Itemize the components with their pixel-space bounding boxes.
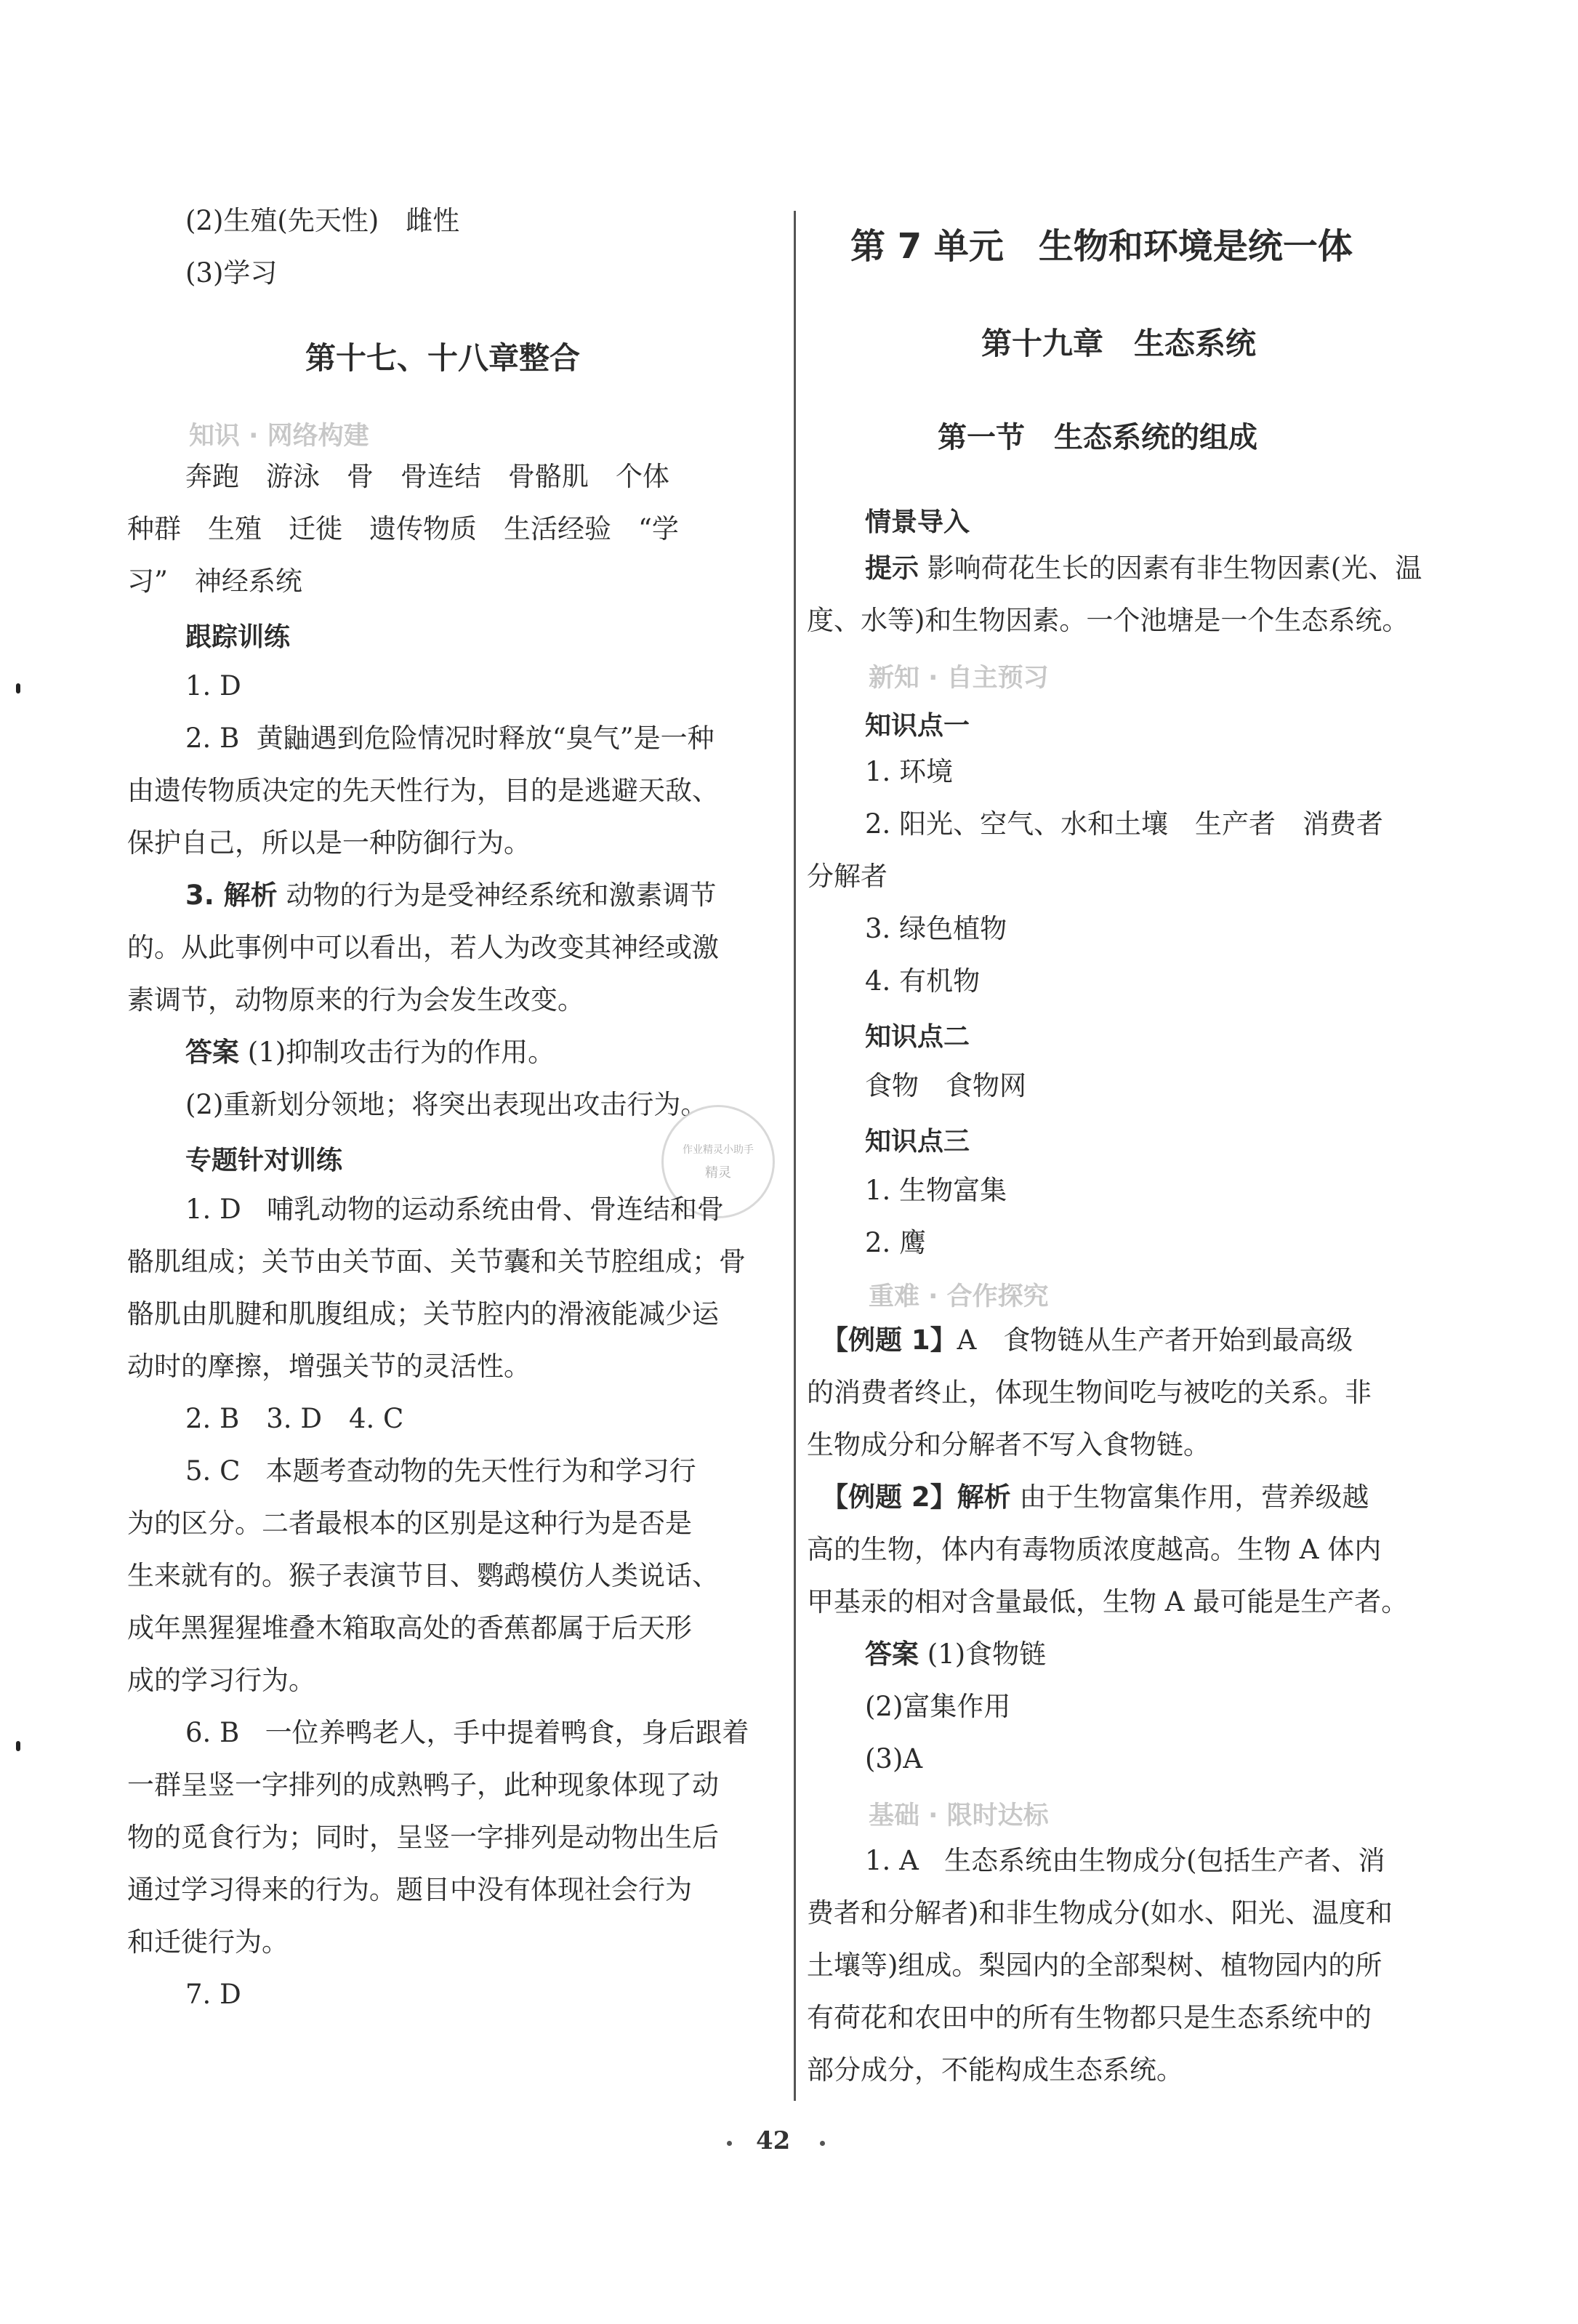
subheading: 跟踪训练 [185, 622, 291, 652]
explanation-line: 生物成分和分解者不写入食物链。 [807, 1429, 1210, 1460]
explanation-line: 费者和分解者)和非生物成分(如水、阳光、温度和 [807, 1897, 1393, 1929]
explanation-line: 和迁徙行为。 [127, 1926, 289, 1958]
answer-line: 3. 绿色植物 [865, 913, 1007, 944]
section-label: 基础 · 限时达标 [869, 1801, 1049, 1830]
answer-label: 答案 [185, 1037, 239, 1068]
explanation-line: 高的生物，体内有毒物质浓度越高。生物 A 体内 [807, 1534, 1382, 1565]
question-number: 2. B [185, 723, 240, 754]
explanation-line: 通过学习得来的行为。题目中没有体现社会行为 [127, 1874, 692, 1905]
explanation-line: 有荷花和农田中的所有生物都只是生态系统中的 [807, 2002, 1372, 2033]
explanation-line: 骼肌组成；关节由关节面、关节囊和关节腔组成；骨 [127, 1246, 746, 1277]
answer-text: (1)食物链 [927, 1639, 1047, 1670]
analysis-label: 3. 解析 [185, 880, 278, 911]
answer-line: 2. 鹰 [865, 1227, 927, 1258]
explanation-line: 骼肌由肌腱和肌腹组成；关节腔内的滑液能减少运 [127, 1298, 719, 1330]
answer-line: (3)学习 [185, 257, 278, 289]
tip-line [865, 551, 1422, 586]
answer-line: (3)A [865, 1743, 923, 1774]
page-number: 42 [756, 2126, 791, 2155]
explanation: 动物的行为是受神经系统和激素调节 [286, 880, 717, 911]
answer-line: 1. 环境 [865, 756, 954, 787]
answer-line: 1. D [185, 670, 241, 701]
answer-line [185, 1454, 696, 1489]
explanation-line: 一群呈竖一字排列的成熟鸭子，此种现象体现了动 [127, 1769, 719, 1801]
column-divider [794, 211, 796, 2101]
answer-line: (2)重新划分领地；将突出表现出攻击行为。 [185, 1089, 708, 1120]
scan-speck [16, 683, 20, 693]
answer-line [185, 878, 716, 913]
example-text: 由于生物富集作用，营养级越 [1019, 1481, 1369, 1513]
example-text: A 食物链从生产者开始到最高级 [957, 1324, 1353, 1356]
explanation-line: 保护自己，所以是一种防御行为。 [127, 827, 531, 859]
answer-line [185, 1192, 724, 1227]
answer-text: (1)抑制攻击行为的作用。 [247, 1037, 555, 1068]
explanation-line: 的。从此事例中可以看出，若人为改变其神经或激 [127, 932, 719, 963]
answer-line [865, 1637, 1046, 1672]
subheading: 专题针对训练 [185, 1146, 343, 1175]
page-dot [727, 2141, 732, 2146]
example-label: 【例题 2】解析 [821, 1481, 1011, 1513]
answer-line: 2. 阳光、空气、水和土壤 生产者 消费者 [865, 808, 1384, 840]
subheading: 知识点二 [865, 1022, 970, 1052]
explanation-line: 动时的摩擦，增强关节的灵活性。 [127, 1351, 531, 1382]
answer-label: 答案 [865, 1639, 919, 1670]
answer-line: 4. 有机物 [865, 965, 981, 997]
answer-line: (2)生殖(先天性) 雌性 [185, 205, 460, 236]
explanation: 一位养鸭老人，手中提着鸭食，身后跟着 [265, 1717, 749, 1748]
example-line [821, 1323, 1353, 1358]
tip-text: 影响荷花生长的因素有非生物因素(光、温 [927, 552, 1422, 584]
explanation: 哺乳动物的运动系统由骨、骨连结和骨 [267, 1194, 725, 1225]
answer-line: 7. D [185, 1979, 241, 2010]
tip-line: 度、水等)和生物因素。一个池塘是一个生态系统。 [807, 605, 1409, 636]
tip-label: 提示 [865, 552, 919, 584]
answer-line [185, 1035, 555, 1070]
explanation-line: 生来就有的。猴子表演节目、鹦鹉模仿人类说话、 [127, 1560, 719, 1591]
answer-line: 食物 食物网 [865, 1070, 1026, 1101]
network-text: 习” 神经系统 [127, 566, 302, 597]
explanation: 生态系统由生物成分(包括生产者、消 [944, 1845, 1385, 1876]
section-label: 新知 · 自主预习 [869, 664, 1049, 693]
answer-line: 1. 生物富集 [865, 1175, 1007, 1206]
answer-line: 分解者 [807, 861, 887, 892]
example-label: 【例题 1】 [821, 1324, 957, 1356]
explanation-line: 甲基汞的相对含量最低，生物 A 最可能是生产者。 [807, 1586, 1409, 1617]
section-label: 知识 · 网络构建 [189, 422, 369, 451]
question-number: 5. C [185, 1455, 241, 1487]
unit-title: 第 7 单元 生物和环境是统一体 [850, 226, 1353, 267]
question-number: 1. D [185, 1194, 241, 1225]
answer-line: 2. B 3. D 4. C [185, 1403, 404, 1434]
section-title: 第一节 生态系统的组成 [938, 421, 1257, 454]
page-dot [820, 2141, 825, 2146]
subheading: 知识点一 [865, 711, 970, 741]
scan-speck [16, 1741, 20, 1751]
answer-line [865, 1843, 1385, 1878]
explanation-line: 素调节，动物原来的行为会发生改变。 [127, 984, 584, 1016]
explanation-line: 由遗传物质决定的先天性行为，目的是逃避天敌、 [127, 775, 719, 806]
question-number: 6. B [185, 1717, 240, 1748]
explanation-line: 为的区分。二者最根本的区别是这种行为是否是 [127, 1508, 692, 1539]
network-text: 奔跑 游泳 骨 骨连结 骨骼肌 个体 [185, 461, 669, 492]
chapter-title: 第十九章 生态系统 [981, 326, 1257, 361]
answer-line [185, 1716, 749, 1750]
stamp-text: 作业精灵小助手 [683, 1144, 754, 1156]
subheading: 情景导入 [865, 507, 970, 537]
network-text: 种群 生殖 迁徙 遗传物质 生活经验 “学 [127, 513, 679, 544]
explanation-line: 物的觅食行为；同时，呈竖一字排列是动物出生后 [127, 1822, 719, 1853]
section-label: 重难 · 合作探究 [869, 1282, 1049, 1311]
explanation-line: 成的学习行为。 [127, 1665, 315, 1696]
explanation-line: 部分成分，不能构成生态系统。 [807, 2054, 1183, 2086]
explanation: 本题考查动物的先天性行为和学习行 [265, 1455, 696, 1487]
answer-line: (2)富集作用 [865, 1691, 1011, 1722]
subheading: 知识点三 [865, 1127, 970, 1157]
question-number: 1. A [865, 1845, 919, 1876]
explanation-line: 土壤等)组成。梨园内的全部梨树、植物园内的所 [807, 1950, 1382, 1981]
example-line [821, 1480, 1369, 1515]
explanation: 黄鼬遇到危险情况时释放“臭气”是一种 [256, 723, 714, 754]
chapter-heading: 第十七、十八章整合 [305, 340, 581, 376]
explanation-line: 成年黑猩猩堆叠木箱取高处的香蕉都属于后天形 [127, 1612, 692, 1644]
explanation-line: 的消费者终止，体现生物间吃与被吃的关系。非 [807, 1377, 1372, 1408]
answer-line [185, 721, 714, 756]
stamp-text: 精灵 [705, 1165, 731, 1181]
